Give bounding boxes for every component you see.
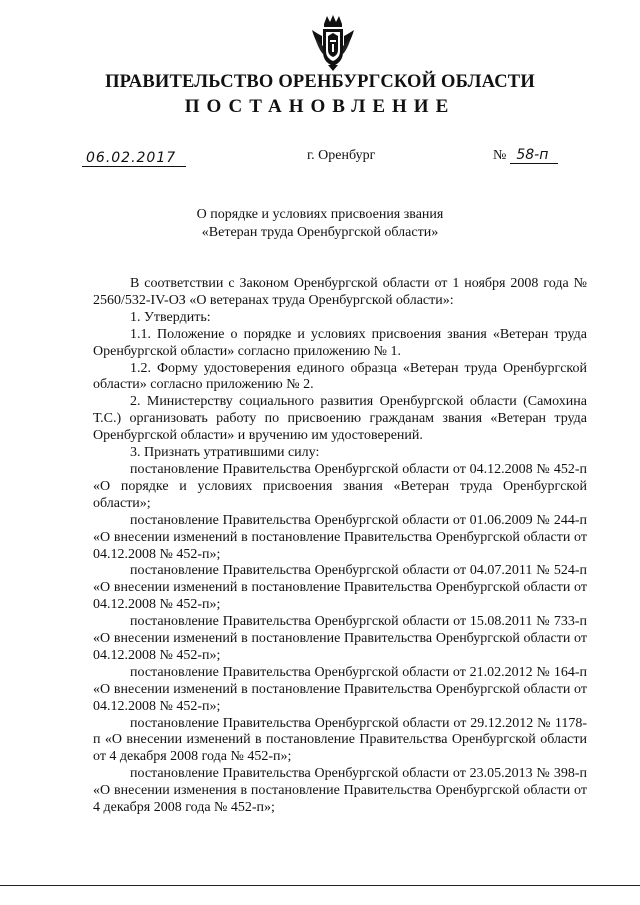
paragraph: постановление Правительства Оренбургской области от 04.12.2008 № 452-п «О порядке и условиях присвоения звания «Ветеран труда Оренбургской области»; (93, 461, 587, 511)
document-type: ПОСТАНОВЛЕНИЕ (184, 96, 456, 117)
document-body (93, 276, 587, 817)
paragraph: постановление Правительства Оренбургской области от 23.05.2013 № 398-п «О внесении изменения в постановление Правительства Оренбургской области от 4 декабря 2008 года № 452-п»; (93, 766, 587, 816)
number-value: 58-п (510, 148, 558, 164)
document-number (493, 148, 558, 164)
document-city: г. Оренбург (307, 148, 376, 163)
title-line: «Ветеран труда Оренбургской области» (201, 225, 439, 240)
paragraph: 1. Утвердить: (130, 309, 211, 325)
paragraph: постановление Правительства Оренбургской области от 01.06.2009 № 244-п «О внесении изменений в постановление Правительства Оренбургской области от 04.12.2008 № 452-п»; (93, 512, 587, 562)
paragraph: В соответствии с Законом Оренбургской области от 1 ноября 2008 года № 2560/532-IV-ОЗ «О ветеранах труда Оренбургской области»: (93, 276, 587, 308)
paragraph: постановление Правительства Оренбургской области от 21.02.2012 № 164-п «О внесении изменений в постановление Правительства Оренбургской области от 04.12.2008 № 452-п»; (93, 664, 587, 714)
page-bottom-divider (0, 885, 640, 886)
number-label: № (493, 148, 507, 163)
paragraph: постановление Правительства Оренбургской области от 04.07.2011 № 524-п «О внесении изменений в постановление Правительства Оренбургской области от 04.12.2008 № 452-п»; (93, 563, 587, 613)
document-date: 06.02.2017 (82, 150, 186, 167)
paragraph: 1.2. Форму удостоверения единого образца «Ветеран труда Оренбургской области» согласно приложению № 2. (93, 360, 587, 393)
paragraph: 3. Признать утратившими силу: (130, 445, 320, 461)
title-line: О порядке и условиях присвоения звания (196, 207, 444, 222)
paragraph: 2. Министерству социального развития Оренбургской области (Самохина Т.С.) организовать работу по присвоению гражданам звания «Ветеран труда Оренбургской области» и вручению им удостоверений. (93, 394, 587, 444)
paragraph: постановление Правительства Оренбургской области от 15.08.2011 № 733-п «О внесении изменений в постановление Правительства Оренбургской области от 04.12.2008 № 452-п»; (93, 614, 587, 663)
coat-of-arms-icon (310, 14, 356, 72)
organization-name: ПРАВИТЕЛЬСТВО ОРЕНБУРГСКОЙ ОБЛАСТИ (105, 72, 535, 92)
paragraph: 1.1. Положение о порядке и условиях присвоения звания «Ветеран труда Оренбургской области» согласно приложению № 1. (93, 326, 587, 359)
document-title (0, 206, 640, 242)
paragraph: постановление Правительства Оренбургской области от 29.12.2012 № 1178-п «О внесении изменений в постановление Правительства Оренбургской области от 4 декабря 2008 года № 452-п»; (93, 715, 587, 765)
